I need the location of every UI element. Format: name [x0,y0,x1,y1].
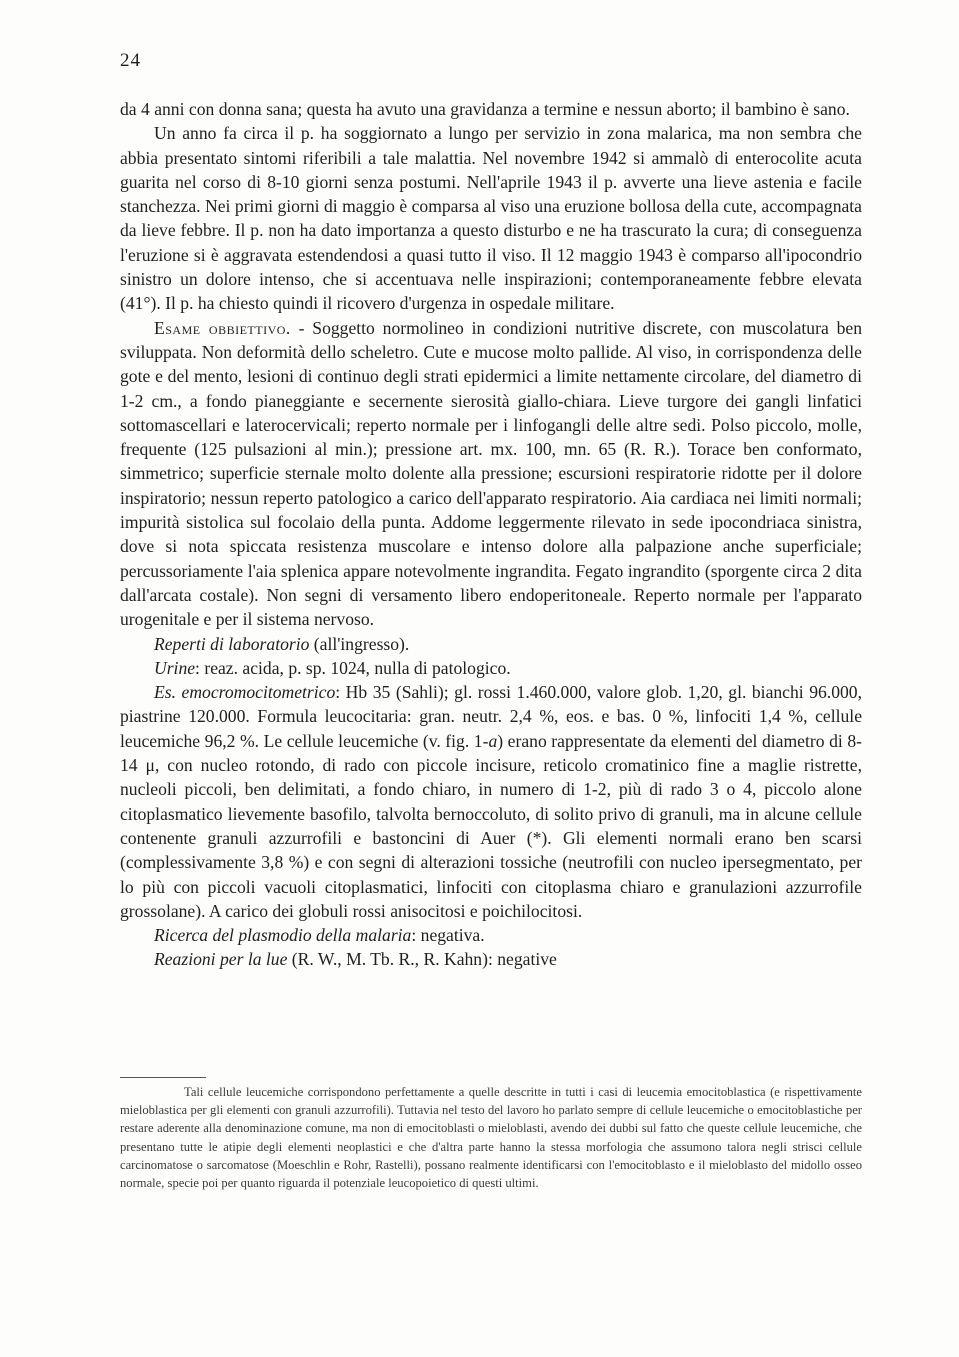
urine-text: : reaz. acida, p. sp. 1024, nulla di patologico. [195,657,511,678]
objective-exam-heading: Esame obbiettivo. [154,317,291,338]
lue-test-text: (R. W., M. Tb. R., R. Kahn): negative [287,949,557,970]
page-number: 24 [120,50,141,71]
lab-findings-heading: Reperti di laboratorio [154,633,310,654]
lue-test-heading: Reazioni per la lue [154,949,288,970]
paragraph-urine [120,656,862,680]
figure-letter: a [488,730,498,751]
paragraph-lue-test [120,947,862,971]
malaria-test-text: : negativa. [411,925,485,946]
main-text [120,97,862,972]
paragraph-blood-count [120,680,862,923]
lab-findings-text: (all'ingresso). [309,633,410,654]
footnote-divider [120,1077,206,1078]
objective-exam-text: - Soggetto normolineo in condizioni nutritive discrete, con muscolatura ben sviluppata. Non deformità dello scheletro. Cute e mucose molto pallide. Al viso, in corrispondenza delle gote e del mento, lesioni di continuo degli strati epidermici a limite nettamente circolare, del diametro di 1-2 cm., a fondo pianeggiante e secernente sierosità giallo-chiara. Lieve turgore dei gangli linfatici sottomascellari e laterocervicali; reperto normale per i linfogangli delle altre sedi. Polso piccolo, molle, frequente (125 pulsazioni al min.); pressione art. mx. 100, mn. 65 (R. R.). Torace ben conformato, simmetrico; superficie sternale molto dolente alla pressione; escursioni respiratorie ridotte per il dolore inspiratorio; nessun reperto patologico a carico dell'apparato respiratorio. Aia cardiaca nei limiti normali; impurità sistolica sul focolaio della punta. Addome leggermente rilevato in sede ipocondriaca sinistra, dove si nota spiccata resistenza muscolare e intenso dolore alla palpazione anche superficiale; percussoriamente l'aia splenica appare notevolmente ingrandita. Fegato ingrandito (sporgente circa 2 dita dall'arcata costale). Non segni di versamento libero endoperitoneale. Reperto normale per l'apparato urogenitale e per il sistema nervoso. [120,317,862,630]
footnote [120,1083,862,1192]
paragraph-history-end: da 4 anni con donna sana; questa ha avuto una gravidanza a termine e nessun aborto; il bambino è sano. [120,99,850,119]
malaria-test-heading: Ricerca del plasmodio della malaria [154,925,412,946]
urine-heading: Urine [154,657,196,678]
blood-count-text-continued: ) erano rappresentate da elementi del diametro di 8-14 μ, con nucleo rotondo, di rado con piccole incisure, reticolo cromatinico fine a maglie ristrette, nucleoli piccoli, ben delimitati, a fondo chiaro, in numero di 1-2, più di rado 3 o 4, piccolo alone citoplasmatico lievemente basofilo, talvolta bernoccoluto, di solito privo di granuli, ma in alcune cellule contenente granuli azzurrofili e bastoncini di Auer (*). Gli elementi normali erano ben scarsi (complessivamente 3,8 %) e con segni di alterazioni tossiche (neutrofili con nucleo ipersegmentato, per lo più con piccoli vacuoli citoplasmatici, linfociti con citoplasma chiaro e granulazioni azzurrofile grossolane). A carico dei globuli rossi anisocitosi e poichilocitosi. [120,730,862,921]
blood-count-text: : Hb 35 (Sahli); gl. rossi 1.460.000, valore glob. 1,20, gl. bianchi 96.000, piastrine 120.000. Formula leucocitaria: gran. neutr. 2,4 %, eos. e bas. 0 %, linfociti 1,4 %, cellule leucemiche 96,2 %. Le cellule leucemiche (v. fig. 1- [120,682,862,751]
paragraph-lab-findings [120,632,862,656]
paragraph-objective-exam [120,316,862,632]
footnote-text: Tali cellule leucemiche corrispondono perfettamente a quelle descritte in tutti i casi di leucemia emocitoblastica (e rispettivamente mieloblastica per gli elementi con granuli azzurrofili). Tuttavia nel testo del lavoro ho parlato sempre di cellule leucemiche o emocitoblastiche per restare aderente alla denominazione comune, ma non di emocitoblasti o mieloblasti, avendo dei dubbi sul fatto che queste cellule leucemiche, che presentano tutte le atipie degli elementi neoplastici e che d'altra parte hanno la stessa morfologia che assumono talora negli strisci cellule carcinomatose o sarcomatose (Moeschlin e Rohr, Rastelli), possano realmente identificarsi con l'emocitoblasto e il mieloblasto del midollo osseo normale, specie poi per quanto riguarda il potenziale leucopoietico di questi ultimi. [120,1085,862,1191]
blood-count-heading: Es. emocromocitometrico [154,682,336,703]
paragraph-malaria-test [120,923,862,947]
paragraph-anamnesis: Un anno fa circa il p. ha soggiornato a lungo per servizio in zona malarica, ma non sembra che abbia presentato sintomi riferibili a tale malattia. Nel novembre 1942 si ammalò di enterocolite acuta guarita nel corso di 8-10 giorni senza postumi. Nell'aprile 1943 il p. avverte una lieve astenia e facile stanchezza. Nei primi giorni di maggio è comparsa al viso una eruzione bollosa della cute, accompagnata da lieve febbre. Il p. non ha dato importanza a questo disturbo e ne ha trascurato la cura; di conseguenza l'eruzione si è aggravata estendendosi a quasi tutto il viso. Il 12 maggio 1943 è comparso all'ipocondrio sinistro un dolore intenso, che si accentuava nelle inspirazioni; contemporaneamente febbre elevata (41°). Il p. ha chiesto quindi il ricovero d'urgenza in ospedale militare. [120,123,862,314]
